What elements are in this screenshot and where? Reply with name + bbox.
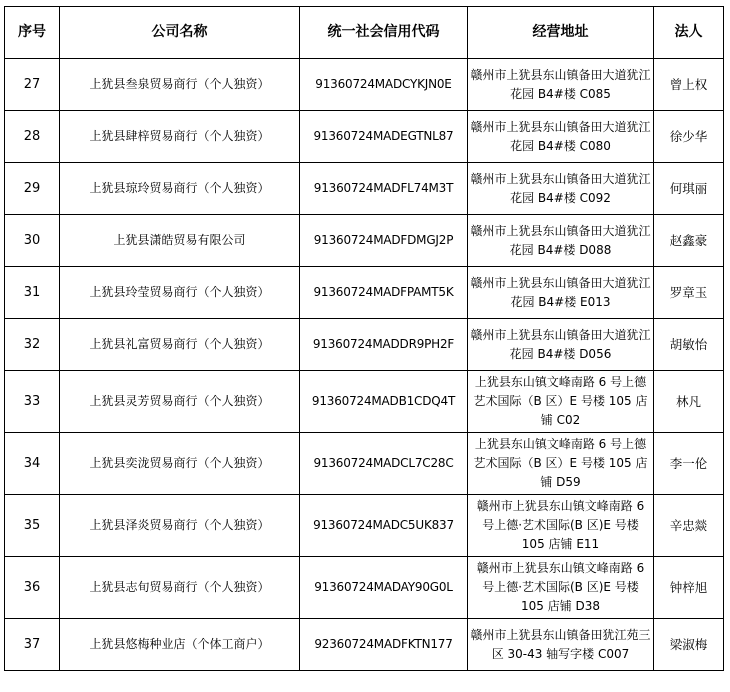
row-address: 上犹县东山镇文峰南路 6 号上德艺术国际（B 区）E 号楼 105 店铺 D59	[468, 433, 654, 495]
row-index: 37	[5, 619, 60, 671]
row-address: 赣州市上犹县东山镇文峰南路 6 号上德·艺术国际(B 区)E 号楼 105 店铺 E11	[468, 495, 654, 557]
row-address: 赣州市上犹县东山镇备田大道犹江花园 B4#楼 C092	[468, 163, 654, 215]
row-code: 91360724MADFL74M3T	[300, 163, 468, 215]
row-code: 91360724MADB1CDQ4T	[300, 371, 468, 433]
row-index: 27	[5, 59, 60, 111]
row-address: 赣州市上犹县东山镇备田大道犹江花园 B4#楼 C085	[468, 59, 654, 111]
row-code: 91360724MADEGTNL87	[300, 111, 468, 163]
row-company: 上犹县叁泉贸易商行（个人独资）	[60, 59, 300, 111]
row-legal-rep: 曾上权	[654, 59, 724, 111]
company-table	[4, 6, 724, 671]
row-address: 赣州市上犹县东山镇备田大道犹江花园 B4#楼 C080	[468, 111, 654, 163]
row-code: 91360724MADAY90G0L	[300, 557, 468, 619]
row-address: 赣州市上犹县东山镇文峰南路 6 号上德·艺术国际(B 区)E 号楼 105 店铺 D38	[468, 557, 654, 619]
header-row	[5, 7, 724, 59]
table-row	[5, 163, 724, 215]
row-legal-rep: 梁淑梅	[654, 619, 724, 671]
header-legal-rep: 法人	[654, 7, 724, 59]
row-index: 28	[5, 111, 60, 163]
row-address: 赣州市上犹县东山镇备田大道犹江花园 B4#楼 D056	[468, 319, 654, 371]
row-code: 91360724MADCYKJN0E	[300, 59, 468, 111]
row-index: 30	[5, 215, 60, 267]
table-row	[5, 433, 724, 495]
row-company: 上犹县礼富贸易商行（个人独资）	[60, 319, 300, 371]
row-legal-rep: 辛忠燚	[654, 495, 724, 557]
row-legal-rep: 钟梓旭	[654, 557, 724, 619]
table-row	[5, 59, 724, 111]
row-company: 上犹县肆梓贸易商行（个人独资）	[60, 111, 300, 163]
table-row	[5, 267, 724, 319]
row-legal-rep: 林凡	[654, 371, 724, 433]
row-company: 上犹县志旬贸易商行（个人独资）	[60, 557, 300, 619]
row-address: 赣州市上犹县东山镇备田大道犹江花园 B4#楼 E013	[468, 267, 654, 319]
row-company: 上犹县玲莹贸易商行（个人独资）	[60, 267, 300, 319]
row-legal-rep: 李一伦	[654, 433, 724, 495]
row-index: 33	[5, 371, 60, 433]
row-legal-rep: 赵鑫豪	[654, 215, 724, 267]
header-address: 经营地址	[468, 7, 654, 59]
header-code: 统一社会信用代码	[300, 7, 468, 59]
row-code: 91360724MADFDMGJ2P	[300, 215, 468, 267]
row-code: 91360724MADC5UK837	[300, 495, 468, 557]
row-company: 上犹县奕泷贸易商行（个人独资）	[60, 433, 300, 495]
row-code: 91360724MADDR9PH2F	[300, 319, 468, 371]
row-company: 上犹县潇皓贸易有限公司	[60, 215, 300, 267]
table-row	[5, 371, 724, 433]
row-company: 上犹县泽炎贸易商行（个人独资）	[60, 495, 300, 557]
row-code: 91360724MADCL7C28C	[300, 433, 468, 495]
row-index: 34	[5, 433, 60, 495]
row-index: 36	[5, 557, 60, 619]
row-code: 91360724MADFPAMT5K	[300, 267, 468, 319]
row-legal-rep: 胡敏怡	[654, 319, 724, 371]
table-row	[5, 619, 724, 671]
row-address: 赣州市上犹县东山镇备田大道犹江花园 B4#楼 D088	[468, 215, 654, 267]
row-company: 上犹县灵芳贸易商行（个人独资）	[60, 371, 300, 433]
row-legal-rep: 罗章玉	[654, 267, 724, 319]
row-code: 92360724MADFKTN177	[300, 619, 468, 671]
row-company: 上犹县琼玲贸易商行（个人独资）	[60, 163, 300, 215]
row-index: 35	[5, 495, 60, 557]
row-index: 29	[5, 163, 60, 215]
table-row	[5, 215, 724, 267]
table-row	[5, 319, 724, 371]
row-legal-rep: 何琪丽	[654, 163, 724, 215]
table-row	[5, 557, 724, 619]
row-index: 31	[5, 267, 60, 319]
header-index: 序号	[5, 7, 60, 59]
row-index: 32	[5, 319, 60, 371]
table-row	[5, 495, 724, 557]
row-company: 上犹县悠梅种业店（个体工商户）	[60, 619, 300, 671]
row-address: 赣州市上犹县东山镇备田犹江苑三区 30-43 轴写字楼 C007	[468, 619, 654, 671]
table-row	[5, 111, 724, 163]
header-company: 公司名称	[60, 7, 300, 59]
row-address: 上犹县东山镇文峰南路 6 号上德艺术国际（B 区）E 号楼 105 店铺 C02	[468, 371, 654, 433]
row-legal-rep: 徐少华	[654, 111, 724, 163]
